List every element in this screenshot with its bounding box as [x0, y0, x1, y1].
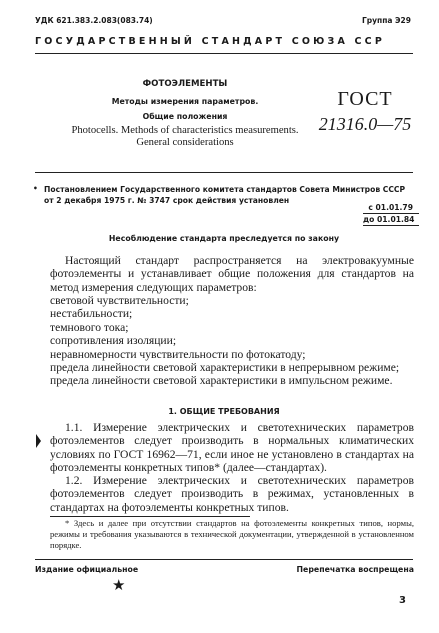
section-heading: 1. ОБЩИЕ ТРЕБОВАНИЯ — [168, 407, 280, 416]
decree-line-1: Постановлением Государственного комитета стандартов Совета Министров СССР — [44, 185, 406, 194]
reprint-prohibited: Перепечатка воспрещена — [296, 565, 414, 574]
parameter-list — [50, 294, 414, 388]
decree-bullet: • — [33, 184, 38, 193]
english-title — [35, 125, 335, 149]
gost-number: 21316.0—75 — [318, 114, 412, 134]
official-edition: Издание официальное — [35, 565, 139, 574]
list-item: сопротивления изоляции; — [50, 334, 177, 348]
group-code: Группа Э29 — [361, 16, 411, 25]
udc-code: УДК 621.383.2.083(083.74) — [35, 16, 153, 25]
legal-warning: Несоблюдение стандарта преследуется по закону — [108, 234, 340, 243]
paragraph-1-2: 1.2. Измерение электрических и светотехнических параметров фотоэлементов следует производить в режимах, установленных в стандартах на фотоэлементы конкретных типов. — [50, 474, 414, 514]
footnote-divider — [50, 516, 250, 517]
list-item: предела линейности световой характеристики в импульсном режиме. — [50, 374, 393, 388]
list-item: предела линейности световой характеристики в непрерывном режиме; — [50, 361, 400, 375]
title-divider — [35, 172, 413, 173]
intro-paragraph: Настоящий стандарт распространяется на электровакуумные фотоэлементы и устанавливает общие положения для стандартов на метод измерения следующих параметров: — [50, 254, 414, 294]
star-icon: ★ — [112, 578, 126, 594]
header-divider — [35, 53, 413, 54]
list-item: неравномерности чувствительности по фотокатоду; — [50, 347, 306, 361]
doc-subtitle: Методы измерения параметров. — [111, 97, 259, 106]
validity-from: с 01.01.79 — [368, 203, 413, 212]
state-standard-heading: ГОСУДАРСТВЕННЫЙ СТАНДАРТ СОЮЗА ССР — [35, 36, 386, 47]
decree-line-2: от 2 декабря 1975 г. № 3747 срок действия установлен — [44, 196, 290, 205]
validity-dates — [363, 202, 419, 226]
gost-label: ГОСТ — [337, 88, 393, 110]
validity-to: до 01.01.84 — [363, 213, 419, 226]
english-title-line-2: General considerations — [136, 137, 234, 148]
paragraph-1-1: 1.1. Измерение электрических и светотехнических параметров фотоэлементов следует производить в нормальных климатических условиях по ГОСТ 16962—71, если иное не установлено в стандартах на фотоэлементы конкретных типов* (далее—стандартах). — [50, 421, 414, 475]
list-item: нестабильности; — [50, 307, 133, 321]
list-item: темнового тока; — [50, 320, 129, 334]
footer-divider — [35, 559, 413, 560]
footnote: * Здесь и далее при отсутствии стандартов на фотоэлементы конкретных типов, нормы, режимы и требования указываются в технической документации, утвержденной в установленном порядке. — [50, 518, 414, 550]
list-item: световой чувствительности; — [50, 294, 189, 307]
english-title-line-1: Photocells. Methods of characteristics measurements. — [71, 125, 299, 136]
doc-title: ФОТОЭЛЕМЕНТЫ — [142, 79, 228, 89]
doc-subtitle-2: Общие положения — [142, 112, 228, 121]
margin-marker-icon — [36, 434, 41, 448]
page-number: 3 — [399, 595, 406, 606]
